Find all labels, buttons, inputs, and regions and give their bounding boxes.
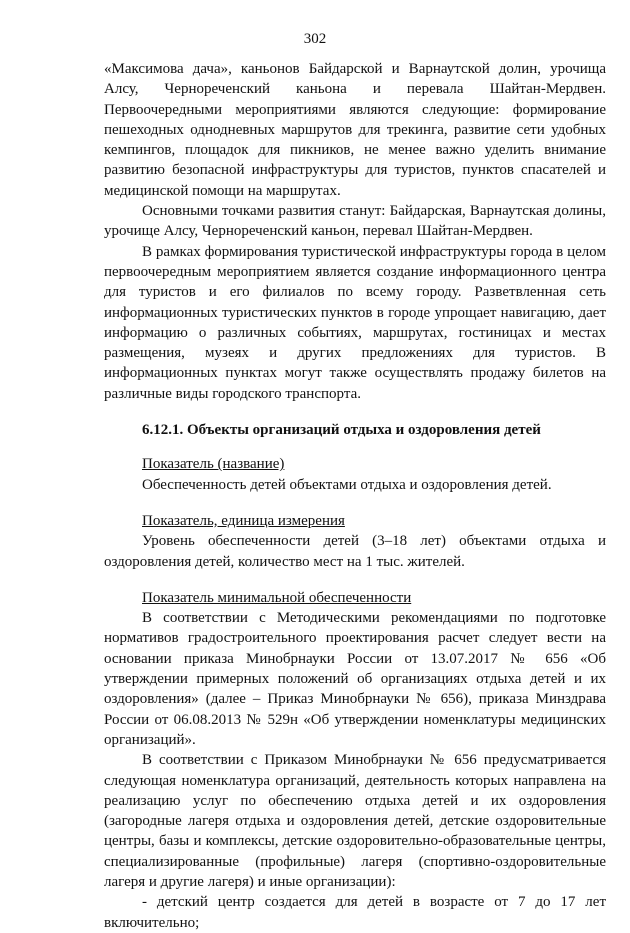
document-body	[104, 59, 606, 933]
paragraph-continuation: «Максимова дача», каньонов Байдарской и Варнаутской долин, урочища Алсу, Чернореченский каньона и перевала Шайтан-Мердвен. Первоочередными мероприятиями являются следующие: формирование пешеходных однодневных маршрутов для трекинга, развитие сети удобных кемпингов, площадок для пикников, не менее важно уделить внимание развитию безопасной инфраструктуры для туристов, пунктов спасателей и медицинской помощи на маршрутах.	[104, 61, 606, 199]
list-item: - детский центр создается для детей в возрасте от 7 до 17 лет включительно;	[104, 894, 606, 931]
section-heading: 6.12.1. Объекты организаций отдыха и оздоровления детей	[142, 422, 541, 439]
indicator-unit-label: Показатель, единица измерения	[142, 512, 345, 529]
page-number: 302	[303, 31, 327, 47]
indicator-unit-value: Уровень обеспеченности детей (3–18 лет) объектами отдыха и оздоровления детей, количество мест на 1 тыс. жителей.	[104, 533, 606, 570]
paragraph-methodological-recommendations: В соответствии с Методическими рекомендациями по подготовке нормативов градостроительного проектирования расчет следует вести на основании приказа Минобрнауки России от 13.07.2017 № 656 «Об утверждении примерных положений об организациях отдыха детей и их оздоровления» (далее – Приказ Минобрнауки № 656), приказа Минздрава России от 06.08.2013 № 529н «Об утверждении номенклатуры медицинских организаций».	[104, 610, 606, 748]
indicator-name-value: Обеспеченность детей объектами отдыха и оздоровления детей.	[142, 476, 552, 493]
paragraph-tourist-infrastructure: В рамках формирования туристической инфраструктуры города в целом первоочередным мероприятием является создание информационного центра для туристов и его филиалов по всему городу. Разветвленная сеть информационных туристических пунктов в городе упрощает навигацию, дает информацию о различных событиях, маршрутах, гостиницах и местах размещения, музеях и других предложениях для туристов. В информационных пунктах могут также осуществлять продажу билетов на различные виды городского транспорта.	[104, 243, 606, 402]
indicator-name-label: Показатель (название)	[142, 456, 285, 473]
paragraph-development-points: Основными точками развития станут: Байдарская, Варнаутская долины, урочище Алсу, Чернореченский каньон, перевал Шайтан-Мердвен.	[104, 203, 606, 240]
indicator-min-label: Показатель минимальной обеспеченности	[142, 589, 412, 606]
paragraph-nomenclature: В соответствии с Приказом Минобрнауки № 656 предусматривается следующая номенклатура организаций, деятельность которых направлена на реализацию услуг по обеспечению отдыха детей и их оздоровления (загородные лагеря отдыха и оздоровления детей, детские оздоровительные центры, базы и комплексы, детские оздоровительно-образовательные центры, специализированные (профильные) лагеря (спортивно-оздоровительные лагеря и другие лагеря) и иные организации):	[104, 752, 606, 890]
